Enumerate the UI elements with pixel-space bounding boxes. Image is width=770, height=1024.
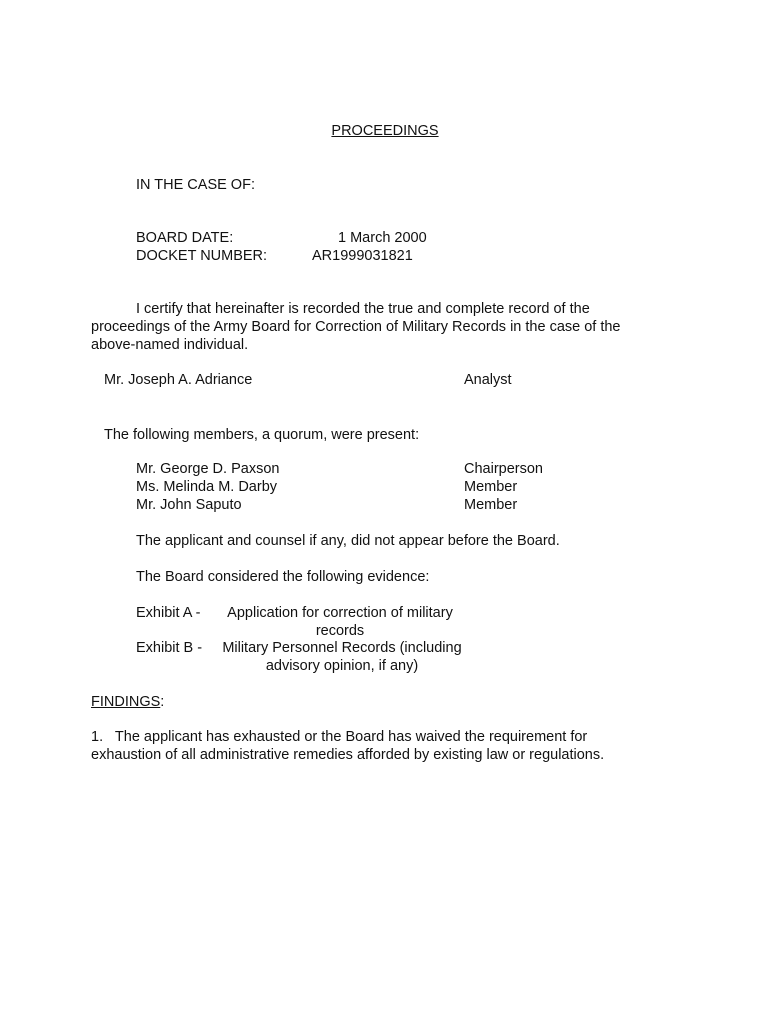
exhibit-label: Exhibit B - <box>136 640 203 656</box>
findings-heading-text: FINDINGS <box>91 694 161 710</box>
findings-heading-colon: : <box>160 694 165 710</box>
exhibit-description: Application for correction of military <box>227 605 453 621</box>
docket-number-value: AR1999031821 <box>312 248 413 264</box>
member-name: Mr. George D. Paxson <box>136 461 280 477</box>
board-date-label: BOARD DATE: <box>136 230 234 246</box>
page-title: PROCEEDINGS <box>331 123 439 139</box>
evidence-intro: The Board considered the following evidence: <box>136 569 430 585</box>
docket-number-label: DOCKET NUMBER: <box>136 248 268 264</box>
analyst-role: Analyst <box>464 372 512 388</box>
member-role: Chairperson <box>464 461 543 477</box>
case-of-label: IN THE CASE OF: <box>136 177 255 193</box>
finding-number: 1. <box>91 729 104 745</box>
certification-paragraph: I certify that hereinafter is recorded the true and complete record of the proceedings of the Army Board for Correction of Military Records in the case of the above-named individual. <box>91 301 621 353</box>
analyst-name: Mr. Joseph A. Adriance <box>104 372 253 388</box>
exhibit-label: Exhibit A - <box>136 605 201 621</box>
finding-1-paragraph <box>91 728 651 764</box>
member-role: Member <box>464 479 518 495</box>
finding-text: The applicant has exhausted or the Board has waived the requirement for exhaustion of all administrative remedies afforded by existing law or regulations. <box>91 729 605 763</box>
member-name: Ms. Melinda M. Darby <box>136 479 278 495</box>
exhibit-description-continued: advisory opinion, if any) <box>265 658 419 674</box>
member-role: Member <box>464 497 518 513</box>
members-intro: The following members, a quorum, were present: <box>104 427 420 443</box>
exhibit-description-continued: records <box>315 623 365 639</box>
exhibit-description: Military Personnel Records (including <box>222 640 462 656</box>
board-date-value: 1 March 2000 <box>338 230 427 246</box>
member-name: Mr. John Saputo <box>136 497 242 513</box>
appearance-statement: The applicant and counsel if any, did not appear before the Board. <box>136 533 560 549</box>
findings-heading <box>91 693 164 711</box>
